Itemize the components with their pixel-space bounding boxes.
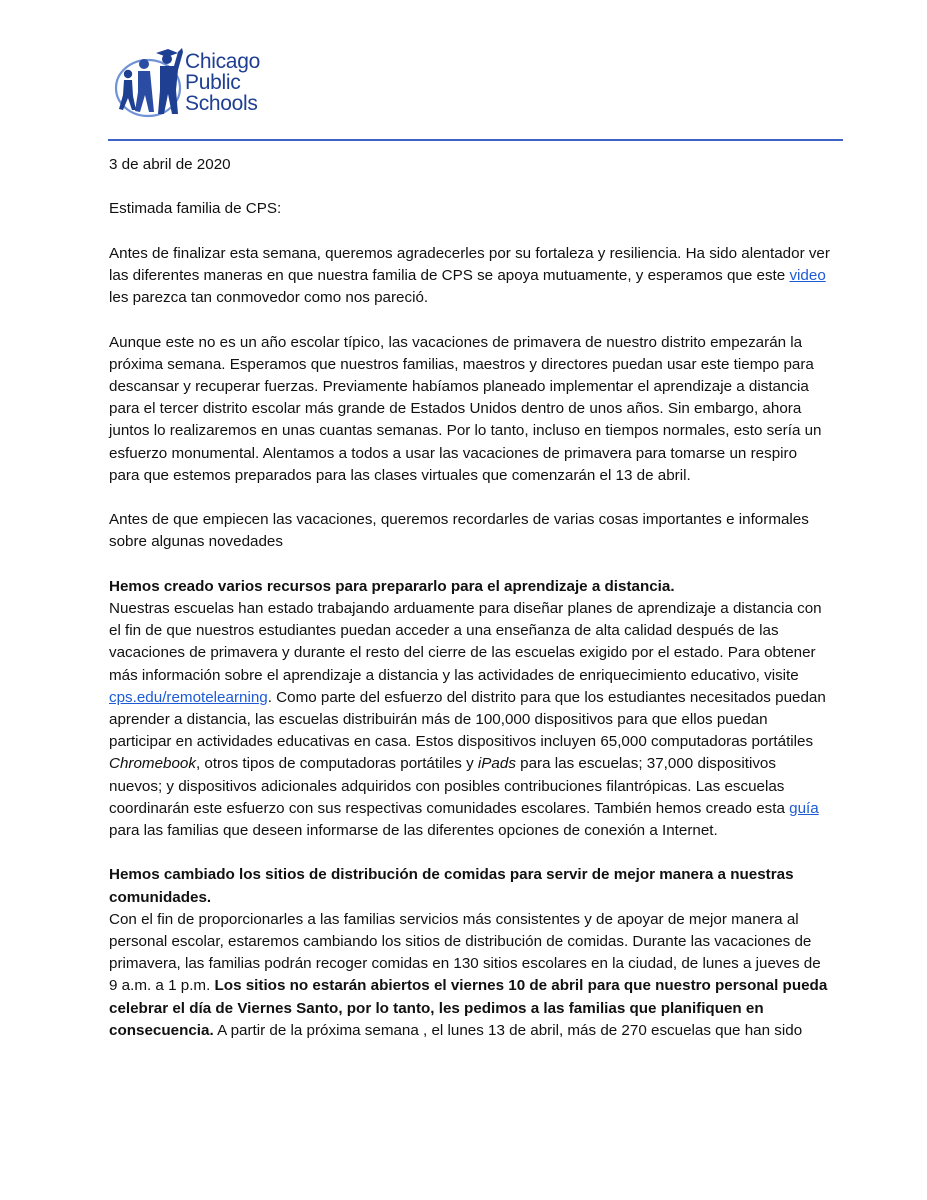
paragraph-meal-sites — [109, 909, 831, 1042]
letter-greeting: Estimada familia de CPS: — [109, 200, 282, 218]
section-heading-meal-sites — [109, 864, 831, 908]
letter-date: 3 de abril de 2020 — [109, 156, 231, 173]
text-run: para las escuelas; 37,000 dispositivos nuevos; y dispositivos adicionales adquiridos con posibles contribuciones filantrópicas. Las escuelas coordinarán este esfuerzo con sus respectivas comunidades escolares. También hemos creado esta — [109, 755, 790, 817]
paragraph-intro — [109, 243, 831, 310]
text-run: les parezca tan conmovedor como nos pareció. — [109, 289, 429, 307]
text-run: para las familias que deseen informarse de las diferentes opciones de conexión a Internet. — [109, 822, 718, 840]
paragraph-reminders: Antes de que empiecen las vacaciones, queremos recordarles de varias cosas importantes e informales sobre algunas novedades — [109, 511, 809, 551]
text-run: Con el fin de proporcionarles a las familias servicios más consistentes y de apoyar de mejor manera al personal escolar, estaremos cambiando los sitios de distribución de comidas. Durante las vacaciones de primavera, las familias podrán recoger comidas en 130 sitios escolares en la ciudad, de lunes a jueves de 9 a.m. a 1 p.m. — [109, 910, 821, 995]
paragraph-remote-learning — [109, 598, 831, 842]
text-run: A partir de la próxima semana , el lunes 13 de abril, más de 270 escuelas que han sido — [213, 1021, 803, 1039]
text-run: , otros tipos de computadoras portátiles y — [195, 755, 478, 773]
text-run: Nuestras escuelas han estado trabajando arduamente para diseñar planes de aprendizaje a distancia con el fin de que nuestros estudiantes puedan acceder a una enseñanza de alta calidad después de las vacaciones de primavera y durante el resto del cierre de las escuelas exigido por el estado. Para obtener más información sobre el aprendizaje a distancia y las actividades de enriquecimiento educativo, visite — [109, 599, 822, 684]
heading-text: Hemos creado varios recursos para prepararlo para el aprendizaje a distancia. — [109, 577, 675, 595]
cps-logo-mark-icon — [112, 40, 192, 122]
text-italic: Chromebook — [109, 755, 196, 773]
remote-learning-link[interactable]: cps.edu/remotelearning — [109, 688, 268, 706]
logo-wordmark — [185, 51, 260, 114]
logo-line-1: Chicago — [185, 50, 260, 73]
internet-guide-link[interactable]: guía — [789, 799, 819, 817]
letter-body — [109, 154, 831, 1042]
text-bold: Los sitios no estarán abiertos el viernes 10 de abril para que nuestro personal pueda celebrar el día de Viernes Santo, por lo tanto, les pedimos a las familias que planifiquen en consecuencia. — [109, 977, 828, 1039]
text-run: . Como parte del esfuerzo del distrito para que los estudiantes necesitados puedan aprender a distancia, las escuelas distribuirán más de 100,000 dispositivos para que ellos puedan participar en actividades educativas en casa. Estos dispositivos incluyen 65,000 computadoras portátiles — [109, 688, 826, 751]
paragraph-spring-break: Aunque este no es un año escolar típico, las vacaciones de primavera de nuestro distrito empezarán la próxima semana. Esperamos que nuestros familias, maestros y directores puedan usar este tiempo para descansar y recuperar fuerzas. Previamente habíamos planeado implementar el aprendizaje a distancia para el tercer distrito escolar más grande de Estados Unidos dentro de unos años. Sin embargo, ahora juntos lo realizaremos en unas cuantas semanas. Por lo tanto, incluso en tiempos normales, esto sería un esfuerzo monumental. Alentamos a todos a usar las vacaciones de primavera para tomarse un respiro para que estemos preparados para las clases virtuales que comenzarán el 13 de abril. — [109, 333, 822, 484]
video-link[interactable]: video — [789, 266, 826, 284]
text-italic: iPads — [477, 755, 516, 773]
logo-line-2: Public — [185, 71, 241, 94]
header-divider — [108, 139, 843, 141]
section-heading-remote-learning — [109, 576, 831, 598]
text-run: Antes de finalizar esta semana, queremos agradecerles por su fortaleza y resiliencia. Ha sido alentador ver las diferentes maneras en que nuestra familia de CPS se apoya mutuamente, y esperamos que este — [109, 244, 830, 284]
heading-text: Hemos cambiado los sitios de distribución de comidas para servir de mejor manera a nuestras comunidades. — [109, 866, 794, 906]
cps-logo — [112, 40, 302, 122]
logo-line-3: Schools — [185, 92, 258, 115]
